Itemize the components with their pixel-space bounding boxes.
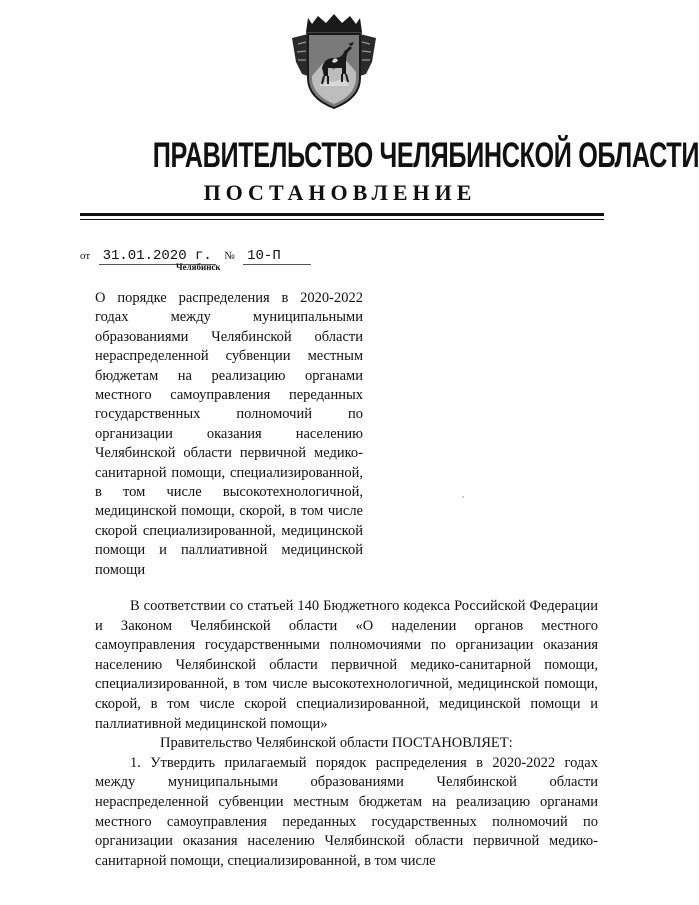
header-divider-thick [80,213,604,216]
document-body [95,597,598,871]
scan-artifact [462,496,464,498]
government-title: ПРАВИТЕЛЬСТВО ЧЕЛЯБИНСКОЙ ОБЛАСТИ [152,136,699,175]
document-type-title: ПОСТАНОВЛЕНИЕ [203,180,477,205]
preamble-paragraph: В соответствии со статьей 140 Бюджетного кодекса Российской Федерации и Законом Челябинской области «О наделении органов местного самоуправления государственными полномочиями по организации оказания населению Челябинской области первичной медико-санитарной помощи, специализированной, в том числе высокотехнологичной, медицинской помощи, скорой, в том числе скорой специализированной, медицинской помощи и паллиативной медицинской помощи» [95,598,598,732]
document-subject: О порядке распределения в 2020-2022 годах между муниципальными образованиями Челябинской области нераспределенной субвенции местным бюджетам на реализацию органами местного самоуправления переданных государственных полномочий по организации оказания населению Челябинской области первичной медико-санитарной помощи, специализированной, в том числе высокотехнологичной, медицинской помощи, скорой, в том числе скорой специализированной, медицинской помощи и паллиативной медицинской помощи [95,290,363,578]
coat-of-arms-chelyabinsk-oblast-icon [288,12,380,114]
header-divider-thin [80,219,604,220]
item-1-paragraph: 1. Утвердить прилагаемый порядок распределения в 2020-2022 годах между муниципальными образованиями Челябинской области нераспределенной субвенции местным бюджетам на реализацию органами местного самоуправления переданных государственных полномочий по организации оказания населению Челябинской области первичной медико-санитарной помощи, специализированной, в том числе [95,754,598,869]
document-date: 31.01.2020 г. [99,248,216,265]
resolves-paragraph: Правительство Челябинской области ПОСТАНОВЛЯЕТ: [160,735,513,752]
date-prefix: от [80,250,91,262]
number-prefix: № [224,250,235,262]
document-city: Челябинск [176,262,221,272]
document-number: 10-П [243,248,311,265]
